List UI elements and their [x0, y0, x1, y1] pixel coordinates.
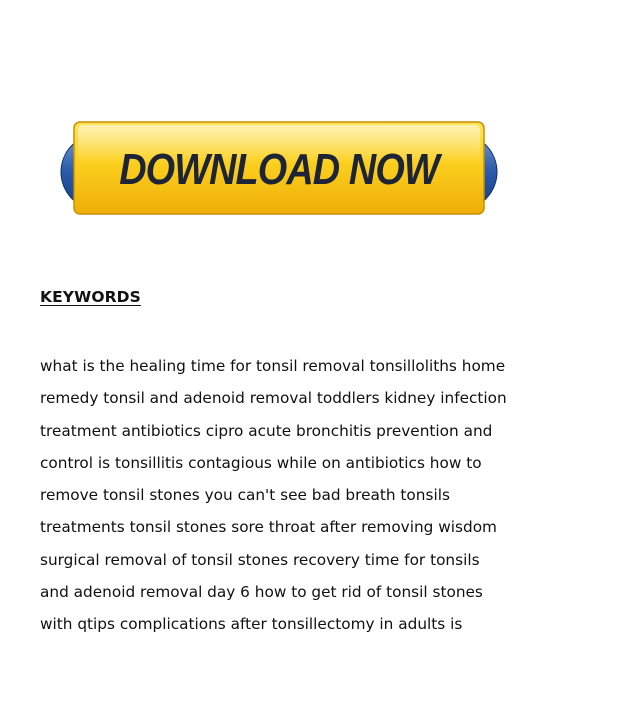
- keywords-heading: KEYWORDS: [40, 288, 141, 306]
- keywords-line: with qtips complications after tonsillectomy in adults is: [40, 615, 463, 634]
- keywords-line: remove tonsil stones you can't see bad breath tonsils: [40, 486, 450, 505]
- keywords-line: what is the healing time for tonsil removal tonsilloliths home: [40, 357, 506, 375]
- keywords-line: remedy tonsil and adenoid removal toddlers kidney infection: [40, 389, 507, 408]
- download-now-button[interactable]: [60, 118, 498, 226]
- keywords-line: treatment antibiotics cipro acute bronchitis prevention and: [40, 421, 493, 440]
- keywords-line: and adenoid removal day 6 how to get rid of tonsil stones: [40, 583, 483, 602]
- keywords-text: [40, 350, 610, 641]
- keywords-line: surgical removal of tonsil stones recovery time for tonsils: [40, 550, 480, 569]
- download-now-label: DOWNLOAD NOW: [119, 144, 439, 194]
- keywords-line: treatments tonsil stones sore throat after removing wisdom: [40, 518, 497, 537]
- keywords-line: control is tonsillitis contagious while on antibiotics how to: [40, 453, 482, 472]
